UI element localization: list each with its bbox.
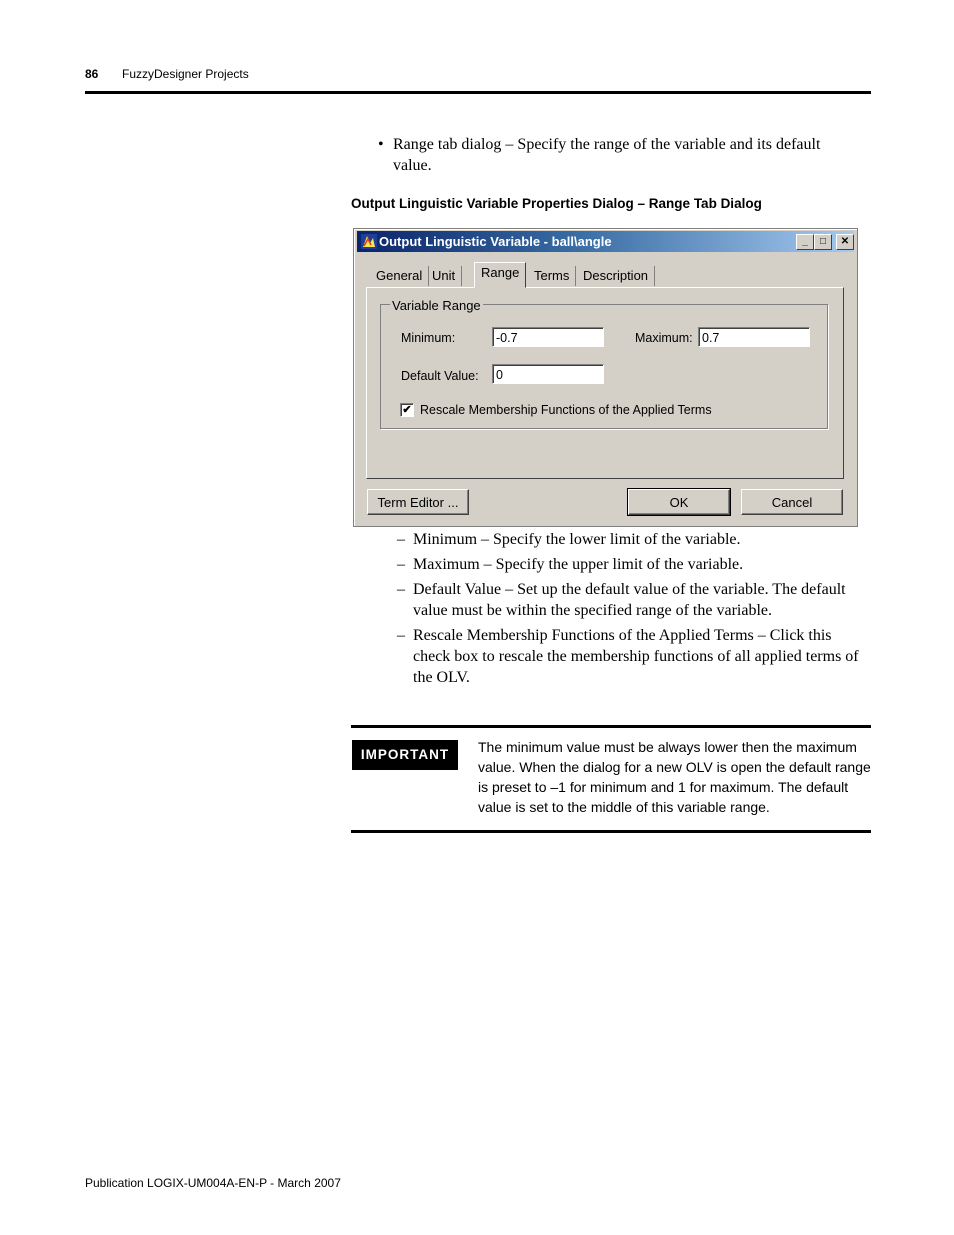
minimum-input[interactable]: -0.7	[492, 327, 604, 347]
definition-text: Minimum – Specify the lower limit of the variable.	[413, 531, 741, 548]
ok-button[interactable]: OK	[628, 489, 730, 515]
dash-mark: –	[397, 531, 405, 548]
dialog-titlebar	[357, 231, 854, 252]
default-value-input[interactable]: 0	[492, 364, 604, 384]
dialog-title: Output Linguistic Variable - ball\angle	[379, 234, 612, 249]
maximize-icon: □	[819, 236, 827, 247]
tab-description[interactable]: Description	[577, 266, 655, 286]
check-icon: ✔	[402, 404, 412, 416]
rescale-checkbox-label[interactable]: Rescale Membership Functions of the Applied Terms	[420, 403, 712, 417]
maximum-label: Maximum:	[635, 331, 693, 345]
maximize-button[interactable]	[814, 234, 832, 250]
definition-text: Maximum – Specify the upper limit of the variable.	[413, 556, 744, 573]
definition-text: Default Value – Set up the default value of the variable. The default value must be within the specified range of the variable.	[413, 581, 846, 619]
page-header	[85, 66, 871, 94]
tab-general[interactable]: General	[370, 266, 429, 286]
tab-unit[interactable]: Unit	[426, 266, 462, 286]
definition-text: Rescale Membership Functions of the Applied Terms – Click this check box to rescale the membership functions of all applied terms of the OLV.	[413, 627, 859, 686]
tab-range[interactable]: Range	[474, 262, 526, 288]
list-item	[397, 625, 863, 688]
rescale-checkbox[interactable]	[400, 403, 414, 417]
bullet-mark: •	[378, 136, 384, 153]
minimum-label: Minimum:	[401, 331, 456, 345]
dash-mark: –	[397, 556, 405, 573]
definition-list	[397, 529, 863, 692]
minimize-icon: _	[802, 236, 808, 247]
important-text: The minimum value must be always lower then the maximum value. When the dialog for a new OLV is open the default range is preset to –1 for minimum and 1 for maximum. The default value is set to the middle of this variable range.	[478, 739, 871, 815]
olv-dialog	[353, 228, 858, 527]
close-icon: ✕	[840, 236, 850, 247]
page-number: 86	[85, 67, 99, 81]
term-editor-button[interactable]: Term Editor ...	[367, 489, 469, 515]
list-item	[397, 579, 863, 621]
close-button[interactable]	[836, 234, 854, 250]
tab-terms[interactable]: Terms	[528, 266, 576, 286]
maximum-input[interactable]: 0.7	[698, 327, 810, 347]
list-item	[397, 554, 863, 575]
page-footer: Publication LOGIX-UM004A-EN-P - March 2007	[85, 1176, 341, 1190]
important-badge: IMPORTANT	[352, 740, 458, 770]
app-icon	[361, 234, 377, 249]
group-title: Variable Range	[392, 298, 481, 313]
bullet-range-tab	[378, 134, 838, 176]
list-item	[397, 529, 863, 550]
cancel-button[interactable]: Cancel	[741, 489, 843, 515]
dash-mark: –	[397, 627, 405, 644]
figure-caption: Output Linguistic Variable Properties Dialog – Range Tab Dialog	[351, 196, 762, 211]
minimize-button[interactable]	[796, 234, 814, 250]
important-note	[351, 725, 871, 833]
dash-mark: –	[397, 581, 405, 598]
default-value-label: Default Value:	[401, 369, 479, 383]
running-title: FuzzyDesigner Projects	[122, 67, 249, 81]
bullet-text: Range tab dialog – Specify the range of the variable and its default value.	[393, 136, 821, 174]
